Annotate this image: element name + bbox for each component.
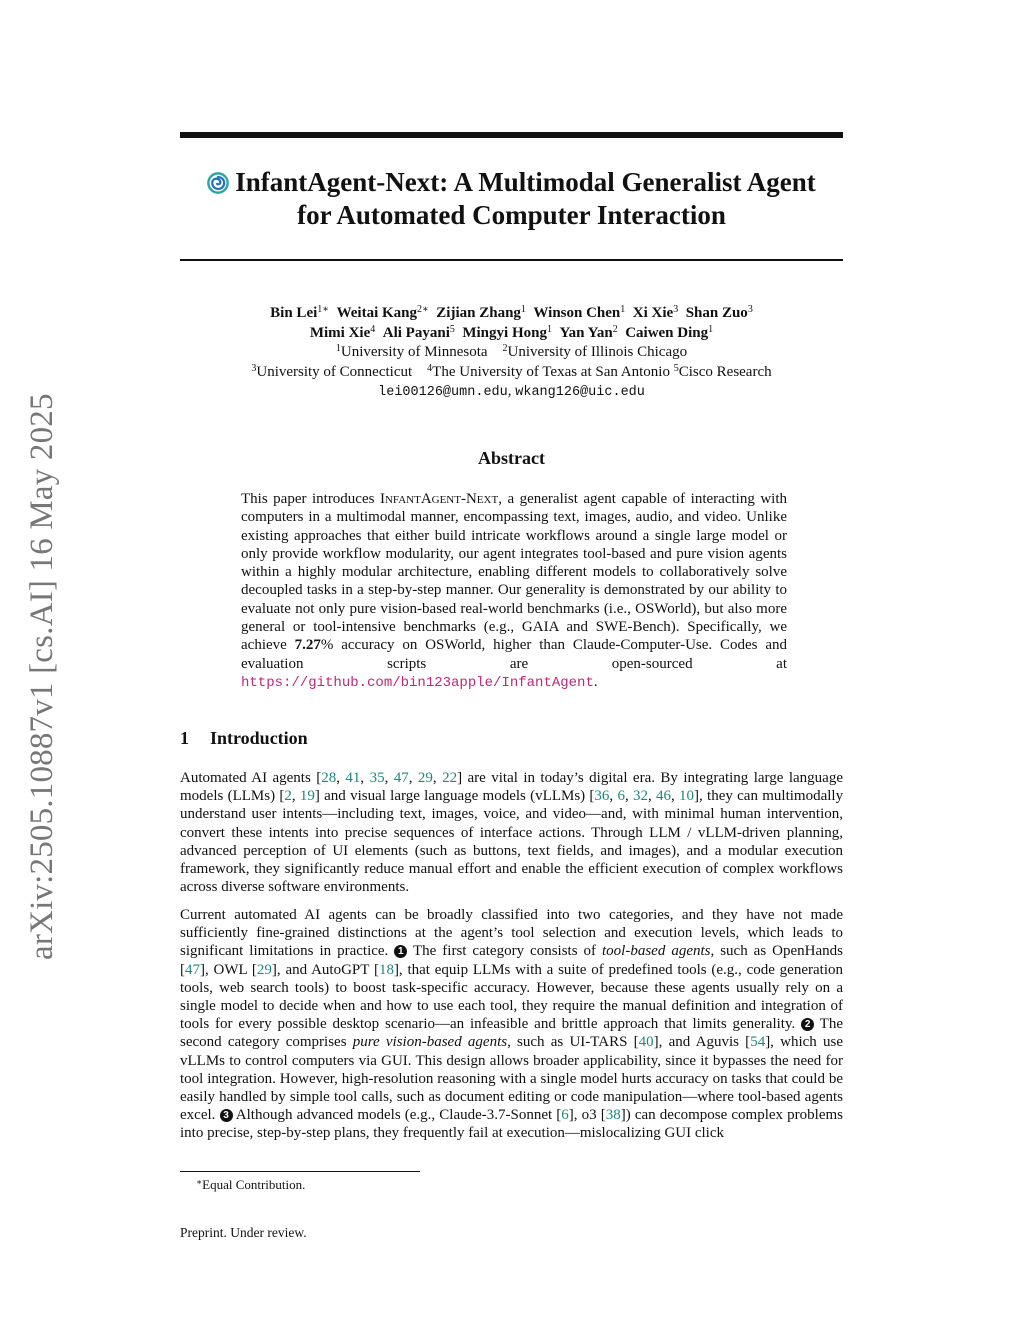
affiliation: Cisco Research: [678, 363, 772, 380]
text: ] and visual large language models (vLLMs) [: [314, 788, 595, 805]
author: Winson Chen: [533, 305, 621, 321]
footnote-mark: ∗: [196, 1177, 203, 1187]
intro-paragraph-2: [180, 906, 843, 1143]
github-link[interactable]: https://github.com/bin123apple/InfantAgent: [241, 674, 594, 691]
citation[interactable]: 22: [442, 770, 458, 786]
email-link[interactable]: lei00126@umn.edu: [378, 385, 508, 400]
text: ] are vital in today’s digital era. By integrating large language models (LLMs) [: [180, 770, 843, 805]
citation[interactable]: 36: [594, 788, 610, 805]
text: ], and AutoGPT [: [271, 961, 379, 978]
paper-title: [180, 166, 843, 232]
affil-sup: 4: [427, 362, 433, 374]
text: ], o3 [: [568, 1107, 606, 1124]
citation[interactable]: 29: [417, 770, 433, 786]
affiliation: University of Connecticut: [256, 363, 413, 380]
citation[interactable]: 47: [393, 770, 409, 786]
author-sup: 1: [620, 304, 626, 315]
footer-note: Preprint. Under review.: [180, 1225, 307, 1240]
title-top-rule: [180, 132, 843, 138]
circled-number-marker: 1: [394, 945, 407, 958]
citation[interactable]: 47: [185, 961, 200, 978]
author: Mimi Xie: [309, 324, 371, 341]
abstract-heading: Abstract: [478, 448, 545, 468]
email-link[interactable]: wkang126@uic.edu: [515, 385, 645, 400]
citation[interactable]: 6: [617, 788, 625, 805]
affiliation-row-2: [180, 363, 843, 383]
affil-sup: 2: [502, 343, 508, 354]
author-sup: 1: [546, 323, 552, 335]
author-block: [180, 304, 843, 403]
abstract-text: .: [593, 673, 598, 690]
citation[interactable]: 10: [679, 788, 695, 805]
affil-sup: 3: [251, 362, 257, 374]
author: Xi Xie: [632, 305, 674, 321]
text: ], OWL [: [200, 961, 257, 978]
citation[interactable]: 29: [256, 961, 272, 978]
author-row-2: [180, 324, 843, 344]
author: Yan Yan: [559, 324, 613, 341]
text: Automated AI agents [: [180, 770, 322, 786]
citation[interactable]: 46: [656, 788, 672, 805]
affiliation: The University of Texas at San Antonio: [432, 363, 674, 380]
italic-term: tool-based agents: [602, 943, 711, 960]
author: Bin Lei: [270, 305, 318, 321]
email-row: lei00126@umn.edu, wkang126@uic.edu: [378, 383, 645, 400]
arxiv-stamp: arXiv:2505.10887v1 [cs.AI] 16 May 2025: [24, 393, 60, 960]
section-number: 1: [180, 728, 189, 748]
title-line-1: InfantAgent-Next: A Multimodal Generalist Agent: [235, 167, 816, 197]
text: , such as UI-TARS [: [507, 1034, 639, 1051]
italic-term: pure vision-based agents: [352, 1034, 508, 1051]
spiral-logo-icon: [207, 172, 229, 194]
text: The second category comprises: [180, 1016, 843, 1051]
author-sup: 5: [449, 323, 455, 335]
author: Caiwen Ding: [625, 324, 709, 341]
abstract-body: [241, 490, 787, 692]
affil-sup: 1: [335, 343, 341, 354]
text: ], they can multimodally understand user intents—including text, images, voice, and video—and, with minimal human intervention, convert these intents into precise sequences of interface actions. Through LLM / vLLM-driven planning, advanced perception of UI elements (such as buttons, text fields, and images), and a modular execution framework, they significantly reduce manual effort and enable the efficient execution of complex workflows across diverse software environments.: [180, 788, 844, 896]
text: Although advanced models (e.g., Claude-3.7-Sonnet [: [232, 1107, 562, 1124]
author-sup: 4: [370, 323, 376, 335]
citation[interactable]: 40: [638, 1034, 654, 1051]
circled-number-marker: 3: [220, 1109, 233, 1122]
author-sup: 1: [708, 323, 714, 335]
author: Ali Payani: [382, 324, 450, 341]
text: ], and Aguvis [: [653, 1034, 751, 1051]
title-bottom-rule: [180, 259, 843, 261]
author: Shan Zuo: [685, 305, 748, 321]
text: ], that equip LLMs with a suite of predefined tools (e.g., code generation tools, web search tools) to boost task-specific accuracy. However, because these agents usually rely on a single model to decide when and how to use each tool, they require the manual definition and integration of tools for every possible desktop scenario—an infeasible and brittle approach that limits generality.: [180, 961, 843, 1033]
footnote-rule: [180, 1171, 420, 1172]
author-sup: 1: [520, 304, 526, 315]
author-row-1: [180, 304, 843, 324]
accuracy-value: 7.27: [294, 637, 321, 654]
citation[interactable]: 38: [605, 1107, 621, 1124]
author: Weitai Kang: [336, 305, 417, 321]
citation[interactable]: 19: [299, 788, 315, 805]
author-sup: 1∗: [317, 304, 330, 315]
agent-name: InfantAgent-Next: [379, 491, 499, 507]
affiliation-row-1: [180, 343, 843, 363]
text: , such as OpenHands [: [180, 943, 843, 978]
abstract-text: , a generalist agent capable of interacting with computers in a multimodal manner, encompassing text, images, audio, and video. Unlike existing approaches that either build intricate workflows around a single large model or only provide workflow modularity, our agent integrates tool-based and pure vision agents within a highly modular architecture, enabling different models to collaboratively solve decoupled tasks in a step-by-step manner. Our generality is demonstrated by our ability to evaluate not only pure vision-based real-world benchmarks (i.e., OSWorld), but also more general or tool-intensive benchmarks (e.g., GAIA and SWE-Bench). Specifically, we achieve: [241, 491, 787, 654]
affil-sup: 5: [673, 362, 679, 374]
affiliation: University of Illinois Chicago: [507, 344, 688, 360]
author-sup: 3: [673, 304, 679, 315]
citation[interactable]: 41: [345, 770, 361, 786]
affiliation: University of Minnesota: [340, 344, 488, 360]
abstract-text: This paper introduces: [241, 491, 380, 507]
author-sup: 3: [747, 304, 753, 315]
footnote: [196, 1177, 305, 1193]
abstract-text: % accuracy on OSWorld, higher than Claude-Computer-Use. Codes and evaluation scripts are open-sourced at: [241, 637, 787, 672]
section-heading: [180, 728, 308, 749]
text: The first category consists of: [407, 943, 603, 960]
author-sup: 2∗: [417, 304, 429, 315]
author: Zijian Zhang: [436, 305, 521, 321]
citation[interactable]: 28: [321, 770, 337, 786]
citation[interactable]: 32: [632, 788, 648, 805]
footnote-text: Equal Contribution.: [202, 1177, 306, 1192]
author: Mingyi Hong: [462, 324, 547, 341]
intro-paragraph-1: Automated AI agents [28, 41, 35, 47, 29, 22] are vital in today’s digital era. By integrating large language models (LLMs) [2, 19] and visual large language models (vLLMs) [36, 6, 32, 46, 10], they can multimodally understand user intents—including text, images, voice, and video—and, with minimal human intervention, convert these intents into precise sequences of interface actions. Through LLM / vLLM-driven planning, advanced perception of UI elements (such as buttons, text fields, and images), and a modular execution framework, they significantly reduce manual effort and enable the efficient execution of complex workflows across diverse software environments.: [180, 770, 844, 896]
text: ]) can decompose complex problems into precise, step-by-step plans, they frequently fail at execution—mislocalizing GUI click: [180, 1107, 843, 1142]
citation[interactable]: 6: [561, 1107, 569, 1124]
citation[interactable]: 54: [750, 1034, 766, 1051]
title-line-2: for Automated Computer Interaction: [297, 200, 726, 230]
text: ], which use vLLMs to control computers via GUI. This design allows broader applicability, since it bypasses the need for tool integration. However, high-resolution reasoning with a single model hurts accuracy on tasks that could be easily handled by simple tool calls, such as document editing or code manipulation—where tool-based agents excel.: [180, 1034, 844, 1124]
circled-number-marker: 2: [801, 1018, 814, 1031]
citation[interactable]: 18: [378, 961, 394, 978]
citation[interactable]: 35: [369, 770, 385, 786]
citation[interactable]: 2: [284, 788, 292, 805]
section-title: Introduction: [210, 728, 308, 748]
text: Current automated AI agents can be broadly classified into two categories, and they have not made sufficiently fine-grained distinctions at the agent’s tool selection and execution levels, which leads to significant limitations in practice.: [180, 907, 843, 960]
author-sup: 2: [612, 323, 618, 335]
